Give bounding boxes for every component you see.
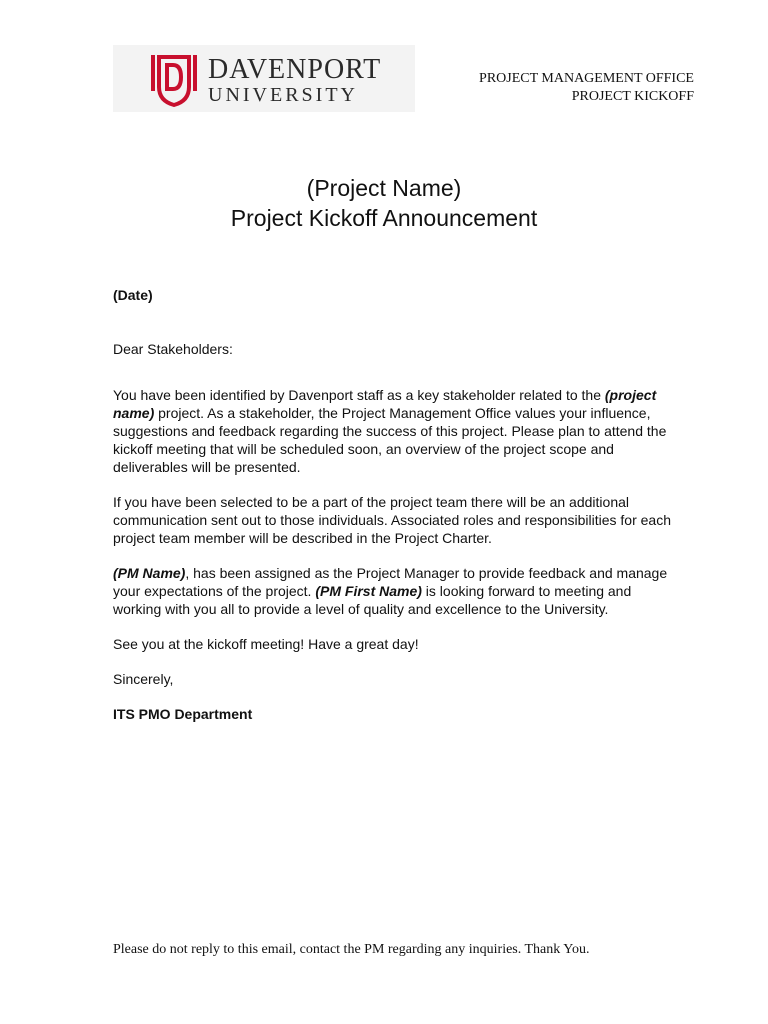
paragraph-pm xyxy=(113,564,673,618)
logo-name-line1: DAVENPORT xyxy=(208,54,382,85)
project-name-placeholder: (project name) xyxy=(113,387,657,421)
letter-salutation: Dear Stakeholders: xyxy=(113,341,233,357)
letter-signature: ITS PMO Department xyxy=(113,706,253,722)
paragraph-closing-remark: See you at the kickoff meeting! Have a great day! xyxy=(113,636,419,652)
paragraph-intro-text-1: You have been identified by Davenport staff as a key stakeholder related to the xyxy=(113,387,605,403)
title-announcement: Project Kickoff Announcement xyxy=(230,205,538,231)
paragraph-pm-text-2: is looking forward to meeting and working with you all to provide a level of quality and excellence to the University. xyxy=(113,583,632,617)
paragraph-intro-text-2: project. As a stakeholder, the Project Management Office values your influence, suggestions and feedback regarding the success of this project. Please plan to attend the kickoff meeting that will be scheduled soon, an overview of the project scope and deliverables will be presented. xyxy=(113,405,667,475)
header-labels xyxy=(479,70,694,106)
doc-type-label: PROJECT KICKOFF xyxy=(571,89,694,104)
university-logo xyxy=(113,45,415,112)
footer-note: Please do not reply to this email, contact the PM regarding any inquiries. Thank You. xyxy=(113,942,590,957)
letter-body xyxy=(113,286,673,723)
office-label: PROJECT MANAGEMENT OFFICE xyxy=(479,71,694,86)
logo-wordmark xyxy=(208,56,381,105)
logo-name-line2: UNIVERSITY xyxy=(208,84,358,106)
pm-first-name-placeholder: (PM First Name) xyxy=(315,583,422,599)
paragraph-pm-text-1: , has been assigned as the Project Manager to provide feedback and manage your expectations of the project. xyxy=(113,565,668,599)
letter-closing: Sincerely, xyxy=(113,671,174,687)
pm-name-placeholder: (PM Name) xyxy=(113,565,186,581)
title-project-name: (Project Name) xyxy=(306,175,462,201)
document-title xyxy=(0,173,768,233)
davenport-shield-icon xyxy=(149,53,199,107)
letter-date: (Date) xyxy=(113,287,153,303)
paragraph-intro xyxy=(113,386,673,476)
paragraph-team: If you have been selected to be a part of the project team there will be an additional communication sent out to those individuals. Associated roles and responsibilities for each project team member will be described in the Project Charter. xyxy=(113,494,671,546)
